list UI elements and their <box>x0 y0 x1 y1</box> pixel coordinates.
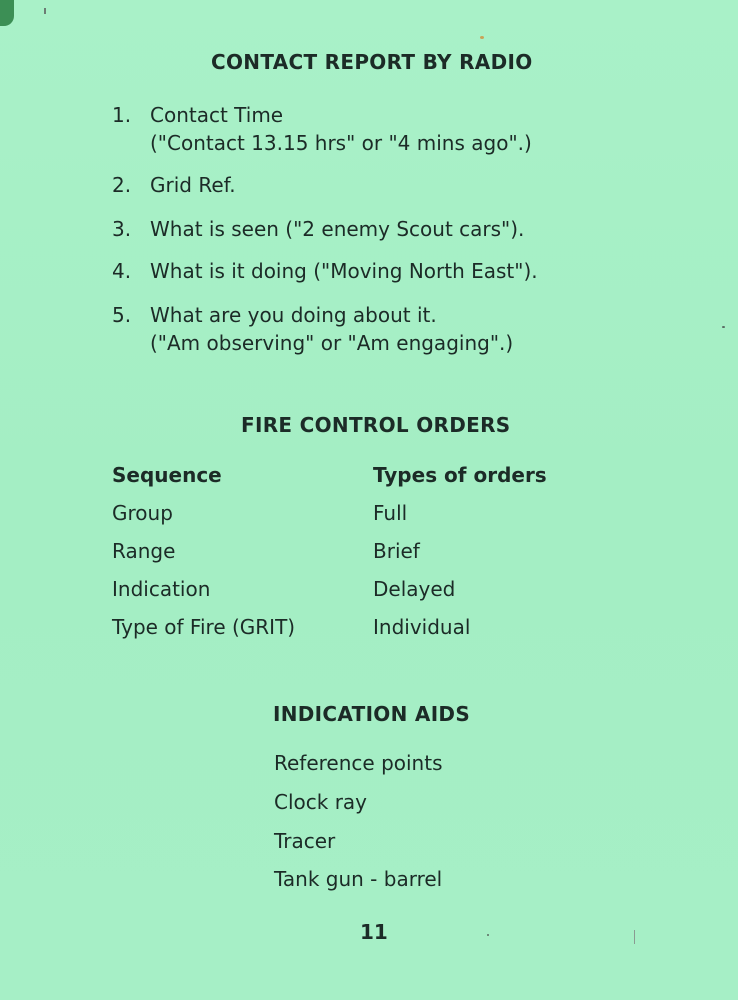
paper-speck <box>44 8 46 14</box>
paper-speck <box>487 934 489 936</box>
type-item: Full <box>373 501 408 525</box>
type-item: Delayed <box>373 577 456 601</box>
types-header: Types of orders <box>373 463 547 487</box>
sequence-item: Type of Fire (GRIT) <box>112 615 296 639</box>
corner-mark <box>0 0 14 26</box>
item-number-4: 4. <box>112 259 132 283</box>
aid-item: Tank gun - barrel <box>274 867 443 891</box>
sequence-item: Indication <box>112 577 211 601</box>
sequence-header: Sequence <box>112 463 222 487</box>
paper-speck <box>722 326 725 328</box>
item-1-line-2: ("Contact 13.15 hrs" or "4 mins ago".) <box>150 131 532 155</box>
item-2-line-1: Grid Ref. <box>150 173 236 197</box>
item-number-5: 5. <box>112 303 132 327</box>
item-5-line-1: What are you doing about it. <box>150 303 437 327</box>
type-item: Brief <box>373 539 420 563</box>
item-number-1: 1. <box>112 103 132 127</box>
item-5-line-2: ("Am observing" or "Am engaging".) <box>150 331 514 355</box>
type-item: Individual <box>373 615 471 639</box>
aid-item: Clock ray <box>274 790 368 814</box>
page-number: 11 <box>360 920 388 944</box>
indication-aids-title: INDICATION AIDS <box>273 702 471 726</box>
aid-item: Reference points <box>274 751 443 775</box>
paper-speck <box>480 36 484 39</box>
item-1-line-1: Contact Time <box>150 103 284 127</box>
sequence-item: Group <box>112 501 173 525</box>
fire-control-title: FIRE CONTROL ORDERS <box>241 413 511 437</box>
item-number-2: 2. <box>112 173 132 197</box>
item-3-line-1: What is seen ("2 enemy Scout cars"). <box>150 217 525 241</box>
item-4-line-1: What is it doing ("Moving North East"). <box>150 259 538 283</box>
contact-report-title: CONTACT REPORT BY RADIO <box>211 50 533 74</box>
paper-speck <box>634 930 635 944</box>
aid-item: Tracer <box>274 829 336 853</box>
item-number-3: 3. <box>112 217 132 241</box>
sequence-item: Range <box>112 539 176 563</box>
